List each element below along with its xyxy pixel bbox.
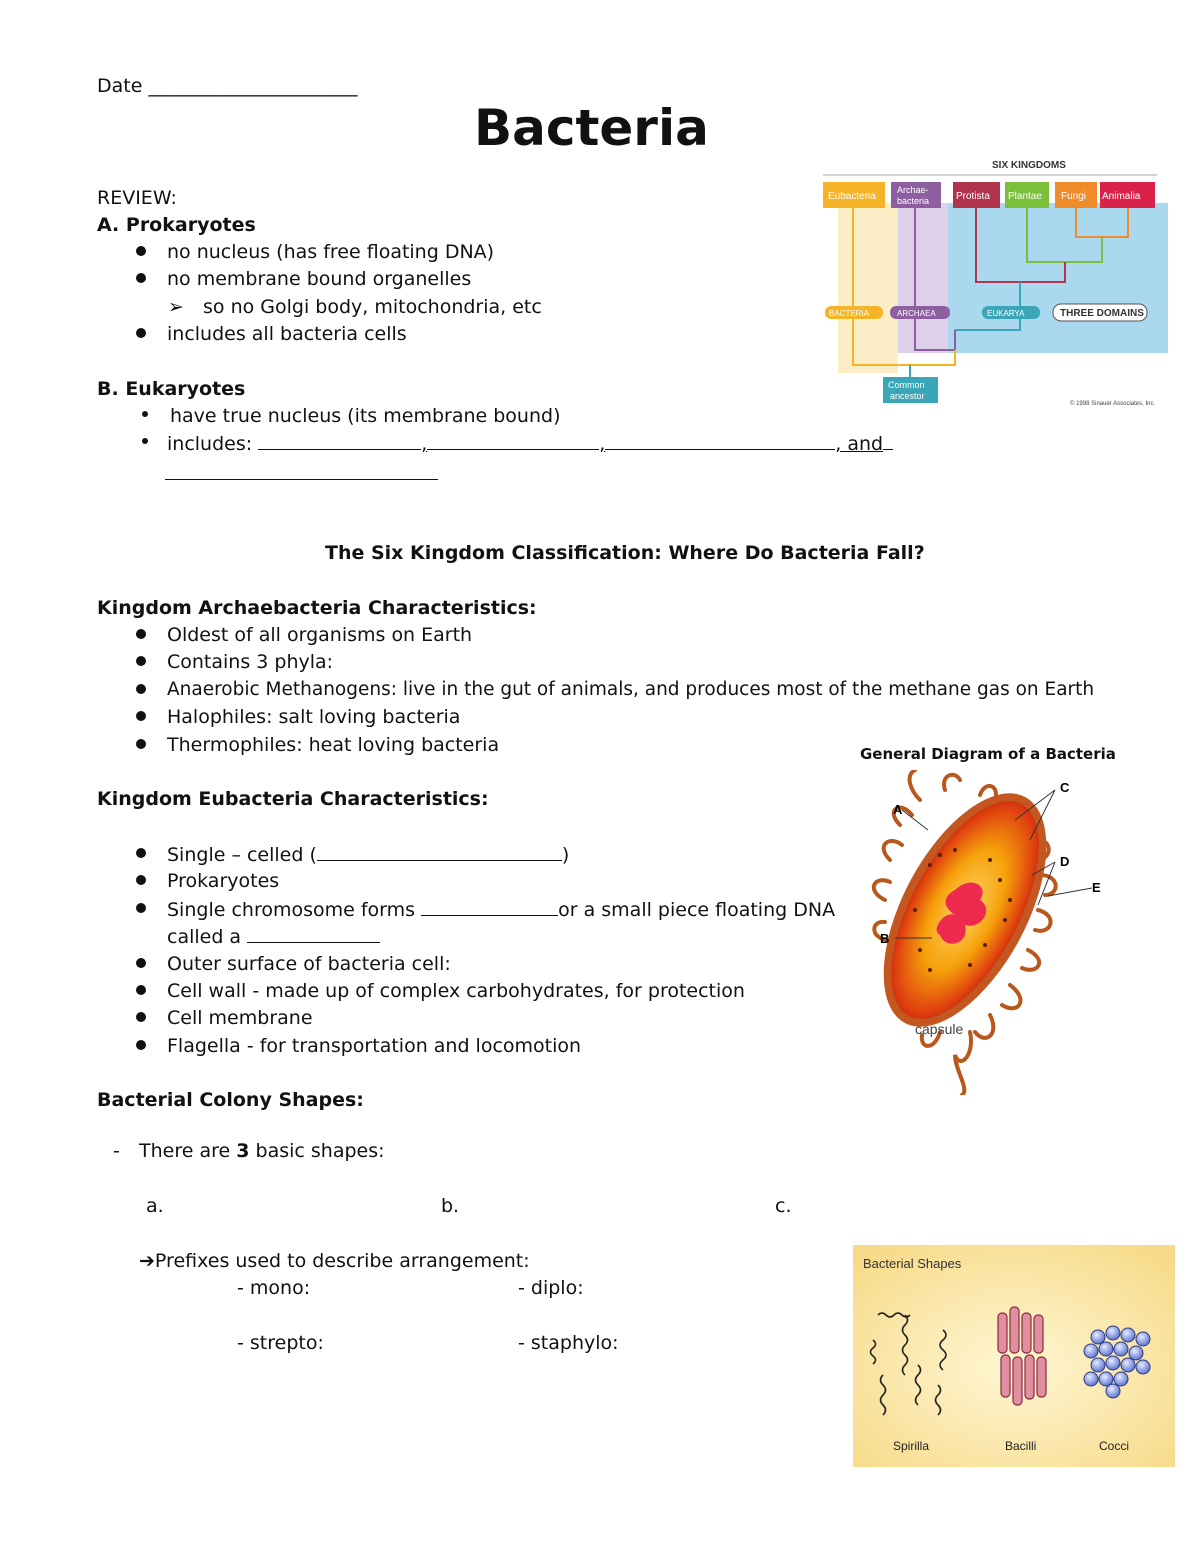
ancestor-label: Common	[888, 380, 925, 390]
eukaryotes-heading: B. Eukaryotes	[97, 378, 246, 400]
list-item: Anaerobic Methanogens: live in the gut of animals, and produces most of the methane gas on Earth	[167, 679, 1095, 700]
blank-field[interactable]	[258, 431, 421, 450]
prokaryotes-heading: A. Prokaryotes	[97, 214, 256, 236]
list-item: includes all bacteria cells	[167, 323, 407, 345]
bacterial-shapes-figure	[853, 1245, 1175, 1467]
bullet	[136, 875, 146, 885]
blank-field[interactable]	[317, 842, 562, 861]
bacteria-diagram	[860, 770, 1120, 1095]
domain-label: EUKARYA	[987, 309, 1025, 318]
arrow-icon: ➔	[139, 1250, 155, 1272]
bullet	[142, 438, 148, 444]
date-label: Date ______________________	[97, 75, 358, 97]
three-domains-label: THREE DOMAINS	[1060, 308, 1144, 319]
list-item: no nucleus (has free floating DNA)	[167, 241, 495, 263]
archaebacteria-heading: Kingdom Archaebacteria Characteristics:	[97, 597, 537, 619]
figure-credit: © 1998 Sinauer Associates, Inc.	[1070, 401, 1156, 407]
blank-field[interactable]	[427, 431, 599, 450]
eubacteria-heading: Kingdom Eubacteria Characteristics:	[97, 788, 489, 810]
diagram-label-e: E	[1092, 880, 1101, 895]
six-kingdoms-title: SIX KINGDOMS	[992, 160, 1066, 171]
date-blank[interactable]: ______________________	[148, 75, 358, 97]
bullet	[136, 848, 146, 858]
list-item: Halophiles: salt loving bacteria	[167, 706, 461, 728]
shapes-figure-title: Bacterial Shapes	[863, 1256, 962, 1271]
kingdom-label: bacteria	[897, 196, 930, 206]
list-item: Contains 3 phyla:	[167, 651, 334, 673]
archaea-region	[898, 203, 948, 353]
page-title: Bacteria	[474, 99, 709, 157]
shape-caption-spirilla: Spirilla	[893, 1439, 930, 1453]
kingdom-label: Archae-	[897, 185, 929, 195]
blank-field[interactable]	[247, 924, 380, 943]
bullet	[136, 684, 146, 694]
diagram-label-d: D	[1060, 854, 1070, 869]
bullet	[136, 273, 146, 283]
bullet	[136, 711, 146, 721]
ancestor-label: ancestor	[890, 391, 925, 401]
shape-caption-bacilli: Bacilli	[1005, 1439, 1037, 1453]
prefixes-line: ➔Prefixes used to describe arrangement:	[139, 1250, 530, 1272]
section-heading: The Six Kingdom Classification: Where Do Bacteria Fall?	[325, 542, 925, 564]
six-kingdoms-diagram	[815, 155, 1175, 410]
list-item: Cell wall - made up of complex carbohydrates, for protection	[167, 980, 745, 1002]
list-item: Cell membrane	[167, 1007, 313, 1029]
list-item: have true nucleus (its membrane bound)	[170, 405, 561, 427]
bullet	[136, 903, 146, 913]
prefix-item: - diplo:	[518, 1277, 584, 1299]
includes-line: includes: , , , and	[167, 431, 893, 456]
kingdom-label: Animalia	[1102, 191, 1141, 202]
shape-label-c: c.	[775, 1195, 792, 1217]
bullet	[136, 958, 146, 968]
bullet	[136, 739, 146, 749]
bullet	[142, 411, 148, 417]
capsule-label: capsule	[915, 1021, 964, 1037]
figure-background	[853, 1245, 1175, 1467]
kingdom-label: Protista	[956, 191, 990, 202]
list-item: Oldest of all organisms on Earth	[167, 624, 473, 646]
basic-shapes-line: There are 3 basic shapes:	[139, 1140, 385, 1162]
bacteria-region	[838, 203, 898, 373]
list-item-continued: called a	[167, 924, 380, 949]
prefix-item: - staphylo:	[518, 1332, 619, 1354]
diagram-label-b: B	[880, 931, 890, 946]
kingdom-label: Plantae	[1008, 191, 1042, 202]
list-item: no membrane bound organelles	[167, 268, 472, 290]
shape-label-a: a.	[146, 1195, 164, 1217]
blank-field[interactable]	[605, 431, 835, 450]
domain-label: BACTERIA	[829, 309, 870, 318]
shape-label-b: b.	[441, 1195, 460, 1217]
bullet	[136, 1012, 146, 1022]
bullet	[136, 328, 146, 338]
bullet	[136, 629, 146, 639]
prefix-item: - mono:	[237, 1277, 311, 1299]
list-item: Single chromosome forms or a small piece floating DNA	[167, 899, 836, 921]
bullet	[136, 656, 146, 666]
review-heading: REVIEW:	[97, 187, 177, 209]
diagram-label-c: C	[1060, 780, 1070, 795]
bullet	[136, 1040, 146, 1050]
prefix-item: - strepto:	[237, 1332, 324, 1354]
bullet	[136, 985, 146, 995]
blank-field[interactable]	[421, 897, 558, 916]
bullet	[136, 246, 146, 256]
dash-bullet: -	[113, 1140, 120, 1162]
diagram-label-a: A	[893, 802, 903, 817]
list-item: Thermophiles: heat loving bacteria	[167, 734, 500, 756]
sub-list-item: so no Golgi body, mitochondria, etc	[203, 296, 542, 318]
blank-field[interactable]	[165, 479, 438, 480]
domain-label: ARCHAEA	[897, 309, 936, 318]
list-item: Single – celled ( )	[167, 844, 570, 866]
list-item: Outer surface of bacteria cell:	[167, 953, 451, 975]
shape-caption-cocci: Cocci	[1099, 1439, 1130, 1453]
colony-shapes-heading: Bacterial Colony Shapes:	[97, 1089, 364, 1111]
arrow-bullet-icon: ➢	[168, 296, 184, 318]
kingdom-label: Eubacteria	[828, 191, 876, 202]
list-item: Prokaryotes	[167, 870, 280, 892]
kingdom-label: Fungi	[1061, 191, 1087, 202]
list-item: Flagella - for transportation and locomotion	[167, 1035, 582, 1057]
bacteria-diagram-title: General Diagram of a Bacteria	[860, 745, 1116, 763]
